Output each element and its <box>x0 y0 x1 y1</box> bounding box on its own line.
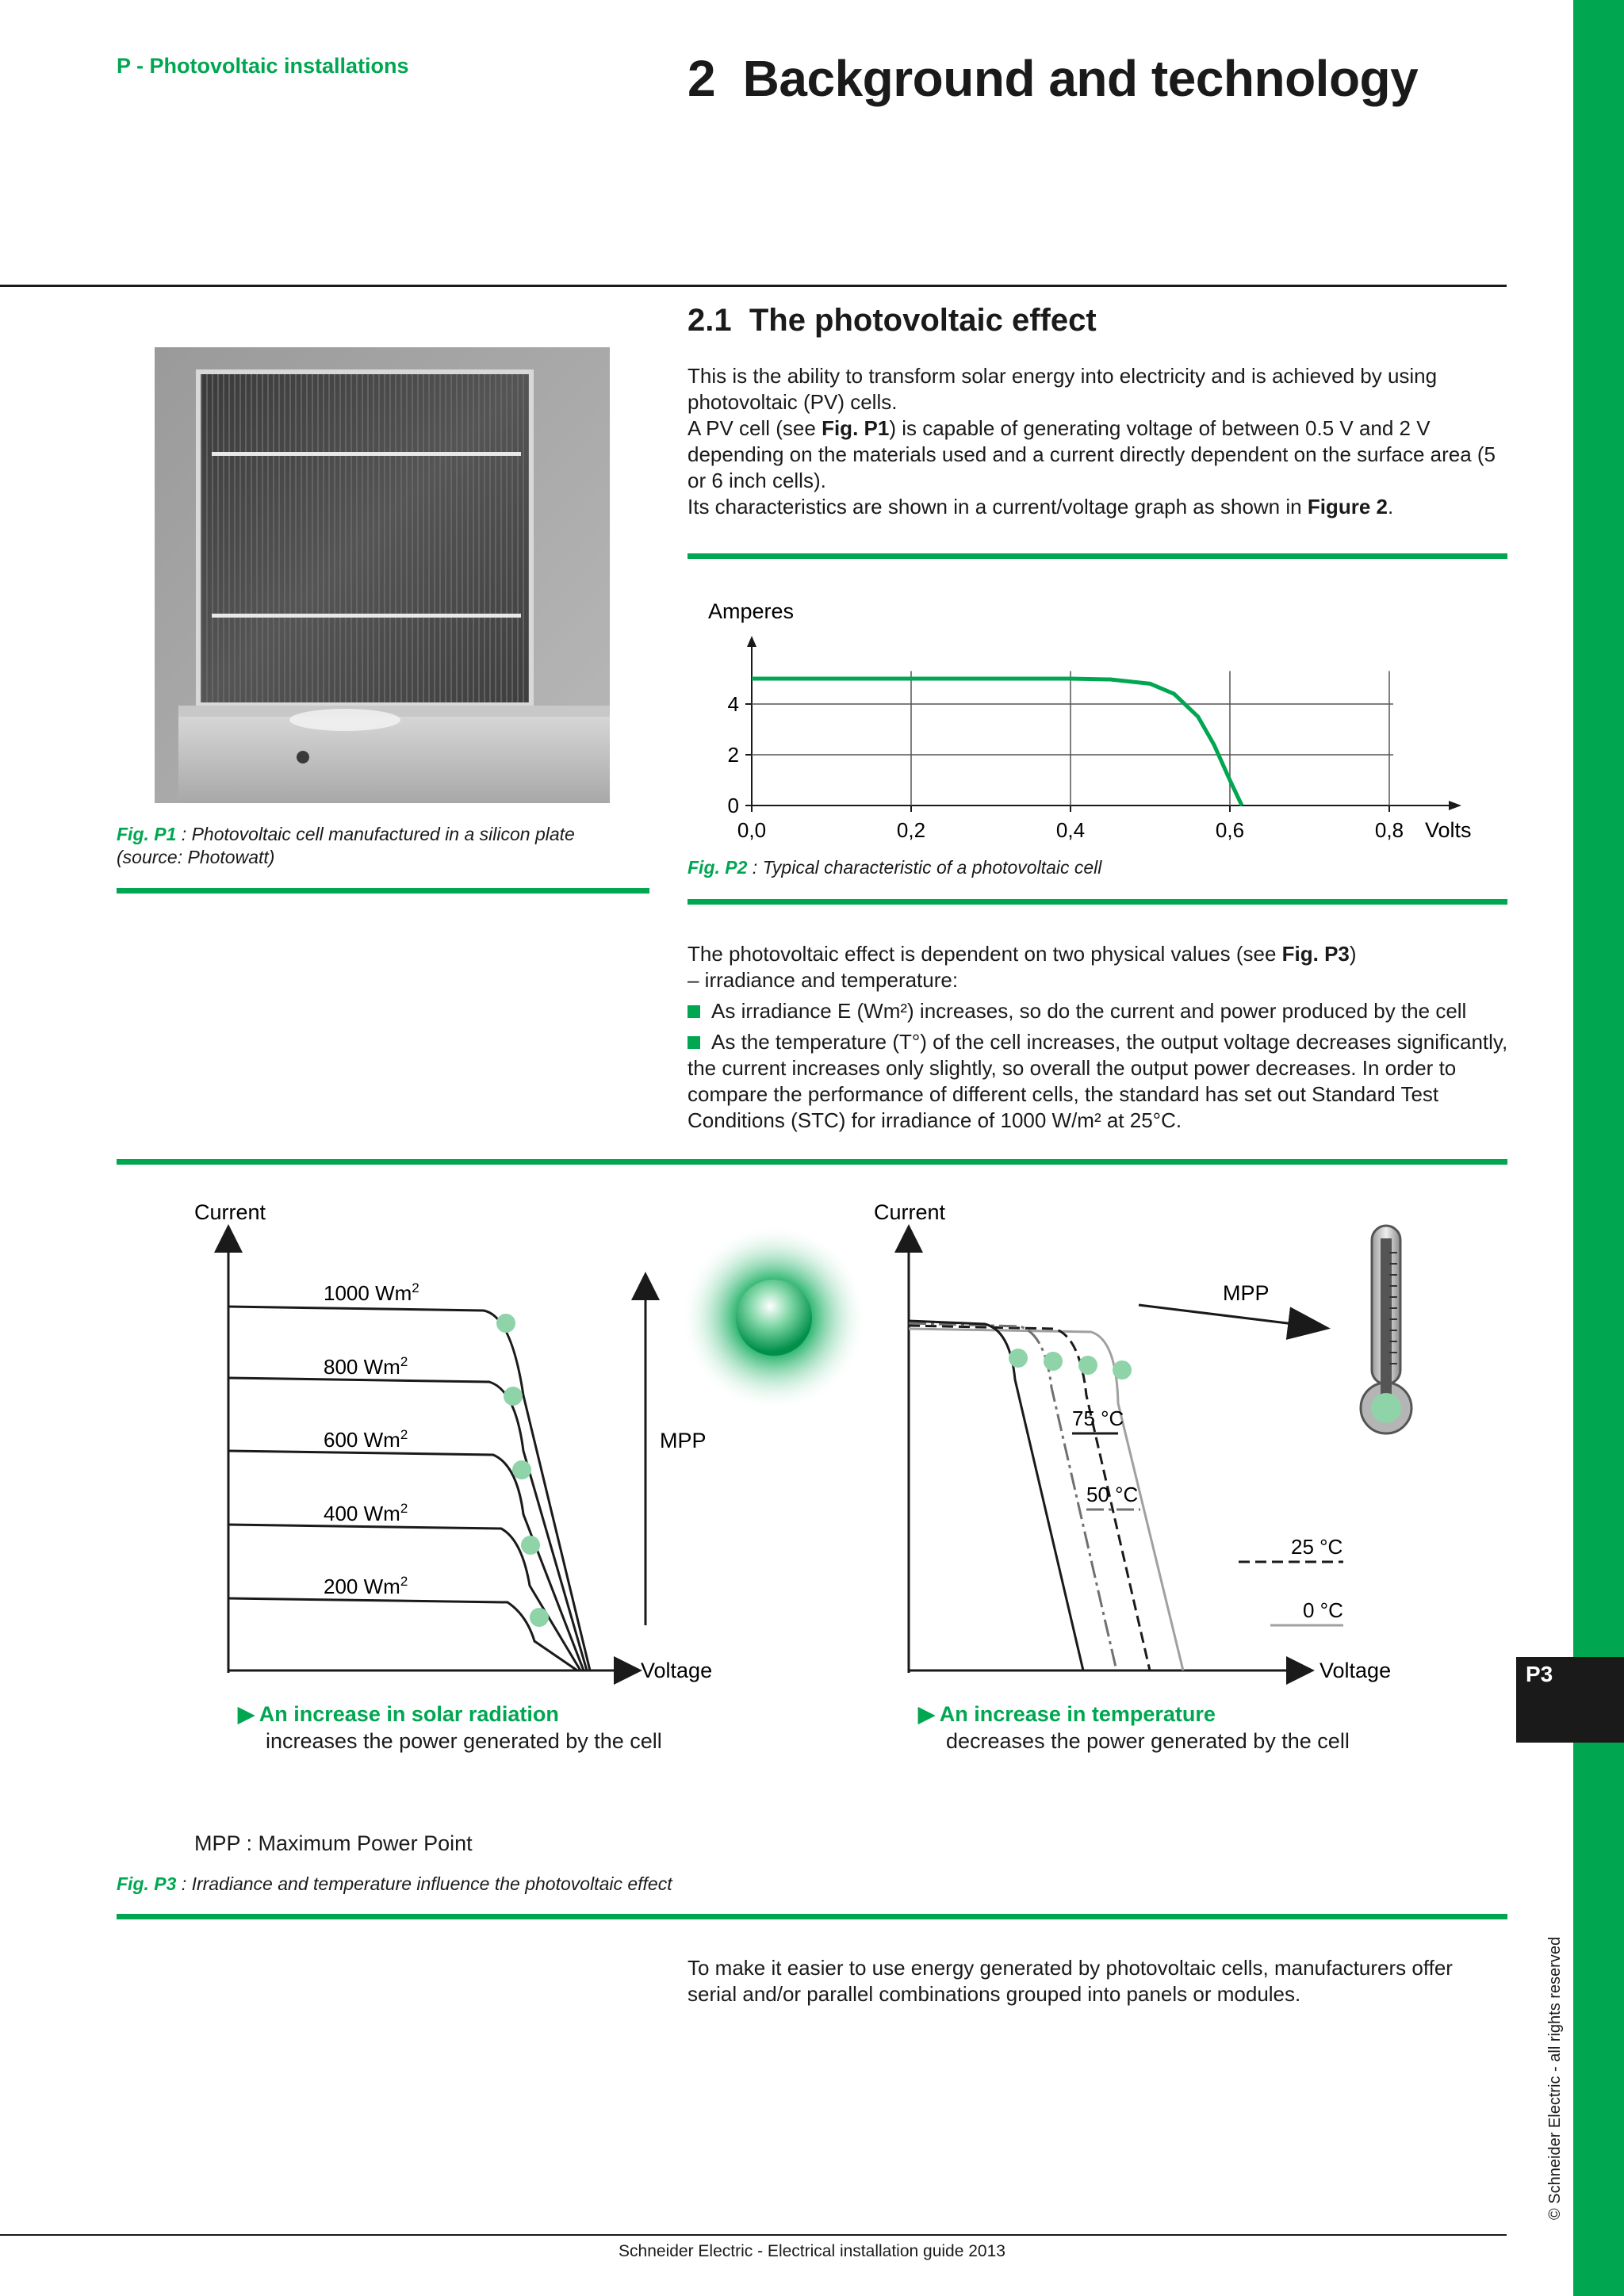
intro-line-2: A PV cell (see Fig. P1) is capable of generating voltage of between 0.5 V and 2 V depending on the materials used and a current directly dependent on the surface area (5 or 6 inch cells). <box>688 416 1496 492</box>
y-tick-label: 0 <box>727 794 739 817</box>
dependency-line-2: – irradiance and temperature: <box>688 968 959 992</box>
dependency-line-1: The photovoltaic effect is dependent on two physical values (see Fig. P3) <box>688 942 1357 966</box>
x-tick-label: 0,6 <box>1215 818 1245 842</box>
play-arrow-icon: ▶ <box>918 1702 935 1726</box>
bullet-irradiance: As irradiance E (Wm²) increases, so do the current and power produced by the cell <box>688 998 1512 1024</box>
right-mpp-label: MPP <box>1223 1281 1270 1305</box>
temp-0: 0 °C <box>1303 1598 1343 1622</box>
chart-series <box>752 679 1242 806</box>
temp-50: 50 °C <box>1086 1483 1139 1506</box>
mpp-note: MPP : Maximum Power Point <box>194 1831 473 1855</box>
x-tick-label: 0,0 <box>737 818 767 842</box>
iv-chart <box>688 587 1507 856</box>
fig-p3-top-rule <box>117 1159 1507 1165</box>
page-tab <box>1516 1657 1624 1743</box>
right-note-text: decreases the power generated by the cell <box>946 1729 1350 1753</box>
curve-600: 600 Wm$^2$ <box>324 1427 408 1452</box>
right-ylabel: Current <box>874 1200 946 1224</box>
bullet-square-icon <box>688 1036 700 1049</box>
intro-line-3: Its characteristics are shown in a current/voltage graph as shown in Figure 2. <box>688 495 1394 519</box>
y-tick-label: 2 <box>727 743 739 767</box>
x-tick-label: 0,4 <box>1055 818 1086 842</box>
curve-200: 200 Wm$^2$ <box>324 1574 408 1598</box>
chart-xlabel: Volts <box>1425 818 1472 842</box>
x-tick-label: 0,2 <box>896 818 926 842</box>
right-note-title: ▶ An increase in temperature <box>918 1702 1216 1726</box>
left-note-title: ▶ An increase in solar radiation <box>238 1702 559 1726</box>
pv-cell-photo <box>155 347 610 803</box>
left-ylabel: Current <box>194 1200 266 1224</box>
fig-p2-label: Fig. P2 <box>688 857 748 878</box>
iv-curve <box>752 679 1242 806</box>
bullet-temperature: As the temperature (T°) of the cell increases, the output voltage decreases significantly, the current increases only slightly, so overall the output power decreases. In order to compare the performance of different cells, the standard has set out Standard Test Conditions (STC) for irradiance of 1000 W/m² at 25°C. <box>688 1030 1508 1132</box>
play-arrow-icon: ▶ <box>238 1702 255 1726</box>
temperature-diagram <box>864 1197 1515 1689</box>
left-xlabel: Voltage <box>641 1659 713 1682</box>
intro-paragraph <box>688 363 1496 520</box>
chart-ticks <box>728 692 1404 842</box>
header-rule <box>0 285 1507 287</box>
fig-p1-label: Fig. P1 <box>117 824 177 844</box>
temp-25: 25 °C <box>1291 1535 1343 1559</box>
x-axis-arrow <box>1449 801 1461 810</box>
temp-75: 75 °C <box>1072 1406 1124 1430</box>
fig-p1-bottom-rule <box>117 888 649 894</box>
curve-1000: 1000 Wm$^2$ <box>324 1280 419 1305</box>
page-number: P3 <box>1526 1662 1553 1686</box>
right-xlabel: Voltage <box>1320 1659 1392 1682</box>
left-note-text: increases the power generated by the cell <box>266 1729 662 1753</box>
chart-ylabel: Amperes <box>708 599 795 623</box>
irradiance-diagram <box>174 1197 872 1689</box>
curve-400: 400 Wm$^2$ <box>324 1501 408 1525</box>
fig-p1-caption: Fig. P1 : Photovoltaic cell manufactured in a silicon plate (source: Photowatt) <box>117 824 575 867</box>
dependency-paragraph <box>688 941 1512 1134</box>
copyright-note: © Schneider Electric - all rights reserved <box>1546 1936 1564 2220</box>
chart-grid <box>745 636 1461 812</box>
fig-p3-bottom-rule <box>117 1914 1507 1919</box>
fig-p2-top-rule <box>688 553 1507 559</box>
intro-line-1: This is the ability to transform solar energy into electricity and is achieved by using photovoltaic (PV) cells. <box>688 364 1438 414</box>
side-color-bar <box>1573 0 1624 2296</box>
footer-text: Schneider Electric - Electrical installation guide 2013 <box>619 2242 1005 2260</box>
bullet-square-icon <box>688 1005 700 1018</box>
y-tick-label: 4 <box>727 692 739 716</box>
curve-800: 800 Wm$^2$ <box>324 1354 408 1379</box>
x-tick-label: 0,8 <box>1374 818 1404 842</box>
thermometer-icon <box>1361 1226 1411 1433</box>
y-axis-arrow <box>747 636 756 647</box>
left-mpp-label: MPP <box>660 1429 707 1452</box>
chapter-title: 2 Background and technology <box>688 50 1419 107</box>
fig-p3-caption: Fig. P3 : Irradiance and temperature influence the photovoltaic effect <box>117 1873 672 1894</box>
right-note <box>918 1701 1350 1755</box>
fig-p2-caption: Fig. P2 : Typical characteristic of a photovoltaic cell <box>688 857 1102 878</box>
section-label: P - Photovoltaic installations <box>117 54 409 78</box>
closing-paragraph: To make it easier to use energy generated by photovoltaic cells, manufacturers offer serial and/or parallel combinations grouped into panels or modules. <box>688 1956 1453 2006</box>
section-title: 2.1 The photovoltaic effect <box>688 303 1097 338</box>
footer-rule <box>0 2234 1507 2236</box>
fig-p3-label: Fig. P3 <box>117 1873 177 1894</box>
left-note <box>238 1701 662 1755</box>
fig-p2-bottom-rule <box>688 899 1507 905</box>
